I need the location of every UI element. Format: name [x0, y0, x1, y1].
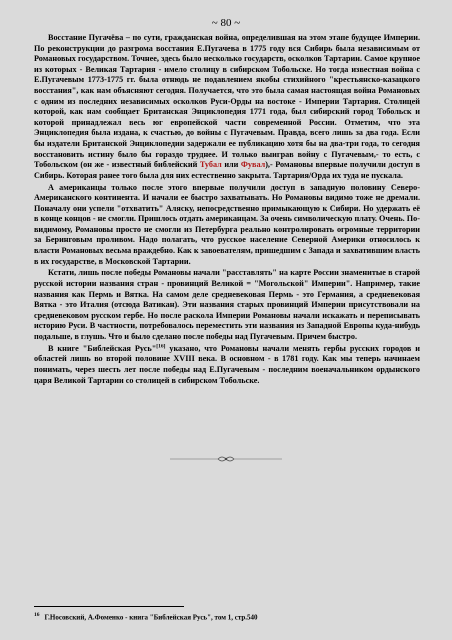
paragraph-3: Кстати, лишь после победы Романовы начали "расставлять" на карте России знаменитые в старой русской истории названия стран - провинций Великой = "Могольской" Империи". Например, такие названия как Пермь и Вятка. На самом деле средневековая Пермь - это Германия, а средневековая Вятка - это Италия (отсюда Ватикан). Эти названия старых провинций Империи присутствовали на средневековом русском гербе. Но после раскола Империи Романовы начали искажать и переписывать историю Руси. В частности, потребовалось переместить эти названия из Западной Европы куда-нибудь подальше, в глушь. Что и было сделано после победы над Пугачевым. Причем быстро. — [34, 268, 420, 341]
page-number: ~ 80 ~ — [211, 17, 241, 29]
footnote-reference[interactable]: [16] — [156, 343, 166, 350]
footnote-separator — [34, 606, 184, 607]
highlight-tubal: Тубал — [199, 160, 222, 170]
paragraph-1: Восстание Пугачёва – по сути, гражданская война, определившая на этом этапе будущее Империи. По реконструкции до разгрома восстания Е.Пугачева в 1775 году вся Сибирь была независимым от Романовых государством. Точнее, здесь было несколько государств, осколков Тартарии. Самое крупное из которых - Великая Тартария - имело столицу в сибирском Тобольске. Но тогда известная война с Е.Пугачевым 1773-1775 гг. была отнюдь не подавлением якобы стихийного "крестьянско-казацкого восстания", как нам объясняют сегодня. Получается, что это была самая настоящая война Романовых с одним из последних независимых осколков Руси-Орды на востоке - Империи Тартария. Столицей которой, как нам сообщает Британская Энциклопедия 1771 года, был сибирский город Тобольск и которой принадлежал весь юг европейской части современной России. Отметим, что эта Энциклопедия была издана, к счастью, до войны с Пугачевым. Правда, всего лишь за два года. Если бы издатели Британской Энциклопедии задержали ее публикацию хотя бы на два-три года, то сегодня восстановить истину было бы гораздо труднее. И только выиграв войну с Пугачевым,- то есть, с Тобольском (он же - известный библейский Тубал или Фувал),- Романовы впервые получили доступ в Сибирь. Которая ранее того была для них естественно закрыта. Тартария/Орда их туда не пускала. — [34, 33, 420, 180]
paragraph-4: В книге "Библейская Русь"[16] указано, что Романовы начали менять гербы русских городов и областей лишь во второй половине XVIII века. В основном - в 1781 году. Как мы теперь начинаем понимать, через шесть лет после победы над Е.Пугачевым - последним военачальником ордынского царя Великой Тартарии со столицей в сибирском Тобольске. — [34, 343, 420, 385]
footnote — [34, 612, 420, 621]
footnote-text: Г.Носовский, А.Фоменко - книга "Библейская Русь", том 1, стр.540 — [44, 613, 258, 622]
highlight-fuval: Фувал — [240, 160, 266, 170]
footnote-mark: 16 — [34, 612, 40, 618]
paragraph-2: А американцы только после этого впервые получили доступ в западную половину Северо-Американского континента. И начали ее быстро захватывать. Но Романовы видимо тоже не дремали. Поначалу они успели "отхватить" Аляску, непосредственно примыкающую к Сибири. Но удержать её в конце концов - не смогли. Пришлось отдать американцам. За очень символическую плату. Очень. По-видимому, Романовы просто не смогли из Петербурга реально контролировать огромные территории за Беринговым проливом. Надо полагать, что русское население Северной Америки относилось к власти Романовых весьма враждебно. Как к завоевателям, пришедшим с Запада и захватившим власть в их государстве, в Московской Тартарии. — [34, 182, 420, 266]
main-text — [34, 33, 420, 387]
divider-ornament — [170, 454, 282, 464]
